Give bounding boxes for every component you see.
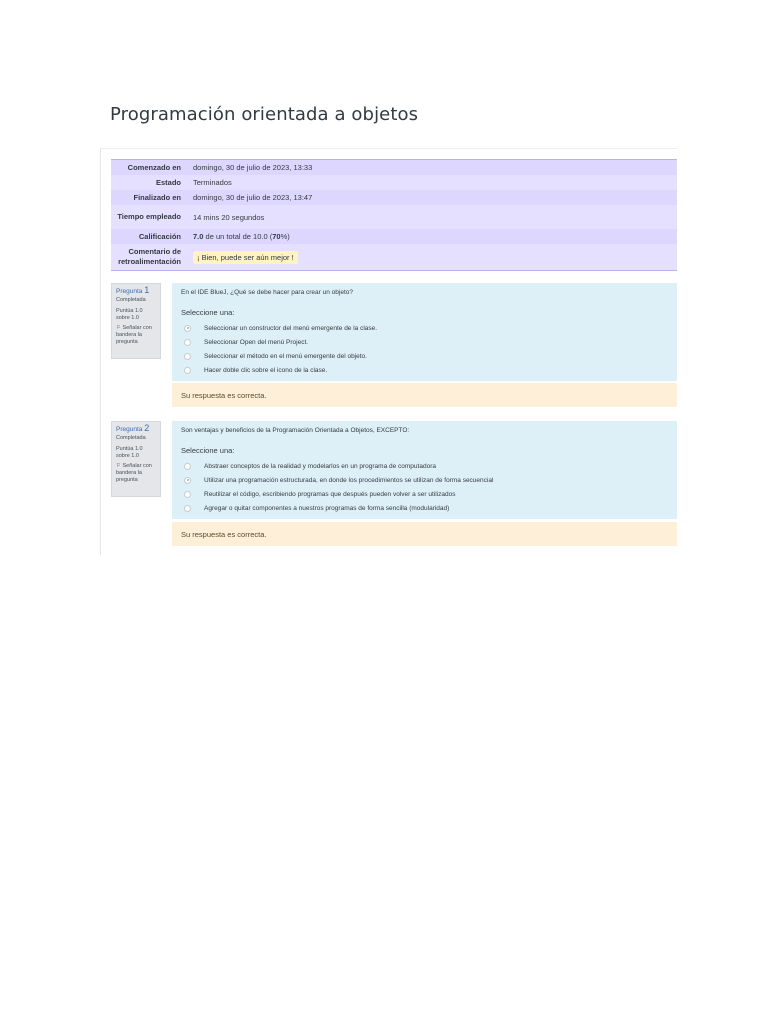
question-info-1 — [111, 283, 161, 359]
answer-option[interactable] — [181, 487, 668, 501]
summary-label: Finalizado en — [133, 192, 181, 202]
summary-label: Calificación — [138, 231, 181, 241]
question-text: En el IDE BlueJ, ¿Qué se debe hacer para crear un objeto? — [181, 289, 353, 296]
answer-label: Agregar o quitar componentes a nuestros programas de forma sencilla (modularidad) — [204, 504, 450, 512]
answer-prompt: Seleccione una: — [181, 446, 235, 455]
flag-icon: ⚐ — [116, 463, 121, 469]
radio-button-icon[interactable] — [184, 477, 191, 484]
summary-value — [187, 229, 677, 244]
answer-option[interactable] — [181, 473, 668, 487]
feedback-badge: ¡ Bien, puede ser aún mejor ! — [193, 251, 298, 264]
flag-label: Señalar con bandera la pregunta — [116, 463, 152, 483]
question-grade: Puntúa 1.0 sobre 1.0 — [116, 308, 143, 321]
grade-total: de un total de 10.0 ( — [203, 232, 273, 241]
answer-option[interactable] — [181, 349, 668, 363]
flag-label: Señalar con bandera la pregunta — [116, 325, 152, 345]
answer-label: Seleccionar Open del menú Project. — [204, 338, 309, 346]
question-outcome-2: Su respuesta es correcta. — [172, 522, 677, 546]
question-content-2 — [172, 421, 677, 519]
summary-value: domingo, 30 de julio de 2023, 13:47 — [193, 193, 313, 202]
grade-percent: 70 — [272, 232, 281, 241]
question-number-value: 1 — [144, 285, 150, 295]
answer-label: Hacer doble clic sobre el icono de la clase. — [204, 366, 328, 374]
summary-label: Estado — [155, 177, 181, 187]
question-state: Completada — [116, 297, 146, 303]
grade-close: %) — [280, 232, 290, 241]
radio-button-icon[interactable] — [184, 367, 191, 374]
answer-prompt: Seleccione una: — [181, 308, 235, 317]
grade-score: 7.0 — [193, 232, 204, 241]
summary-row-started — [111, 160, 677, 176]
summary-row-state — [111, 175, 677, 190]
summary-label: Comentario de retroalimentación — [118, 247, 181, 266]
flag-question-link[interactable] — [116, 463, 156, 484]
answer-option[interactable] — [181, 335, 668, 349]
answer-label: Abstraer conceptos de la realidad y modelarlos en un programa de computadora — [204, 462, 436, 470]
summary-value: Terminados — [193, 178, 232, 187]
summary-label: Tiempo empleado — [117, 212, 181, 221]
question-number-value: 2 — [144, 423, 150, 433]
question-state: Completada — [116, 435, 146, 441]
radio-button-icon[interactable] — [184, 491, 191, 498]
radio-button-icon[interactable] — [184, 463, 191, 470]
question-number — [116, 425, 156, 433]
answer-option[interactable] — [181, 363, 668, 377]
radio-button-icon[interactable] — [184, 339, 191, 346]
question-label: Pregunta — [116, 288, 143, 295]
flag-question-link[interactable] — [116, 325, 156, 346]
question-number — [116, 287, 156, 295]
summary-row-feedback — [111, 244, 677, 271]
summary-value — [187, 244, 677, 271]
question-text: Son ventajas y beneficios de la Programación Orientada a Objetos, EXCEPTO: — [181, 427, 410, 434]
summary-value: domingo, 30 de julio de 2023, 13:33 — [193, 163, 313, 172]
answer-label: Seleccionar el método en el menú emergente del objeto. — [204, 352, 367, 360]
quiz-review-panel — [100, 148, 677, 555]
question-info-2 — [111, 421, 161, 497]
radio-button-icon[interactable] — [184, 505, 191, 512]
summary-label: Comenzado en — [127, 162, 181, 172]
question-grade: Puntúa 1.0 sobre 1.0 — [116, 446, 143, 459]
radio-button-icon[interactable] — [184, 325, 191, 332]
question-content-1 — [172, 283, 677, 381]
summary-row-time — [111, 205, 677, 229]
summary-value: 14 mins 20 segundos — [193, 212, 265, 222]
summary-row-grade — [111, 229, 677, 244]
summary-row-finished — [111, 190, 677, 205]
question-outcome-1: Su respuesta es correcta. — [172, 383, 677, 407]
answer-option[interactable] — [181, 459, 668, 473]
flag-icon: ⚐ — [116, 325, 121, 331]
answer-label: Seleccionar un constructor del menú emergente de la clase. — [204, 324, 378, 332]
answer-option[interactable] — [181, 501, 668, 515]
question-label: Pregunta — [116, 426, 143, 433]
radio-button-icon[interactable] — [184, 353, 191, 360]
answer-option[interactable] — [181, 321, 668, 335]
attempt-summary-table — [111, 159, 677, 271]
answer-label: Reutilizar el código, escribiendo programas que después pueden volver a ser utilizados — [204, 490, 456, 498]
answer-label: Utilizar una programación estructurada, en donde los procedimientos se utilizan de forma secuencial — [204, 476, 494, 484]
page-title: Programación orientada a objetos — [110, 104, 419, 125]
